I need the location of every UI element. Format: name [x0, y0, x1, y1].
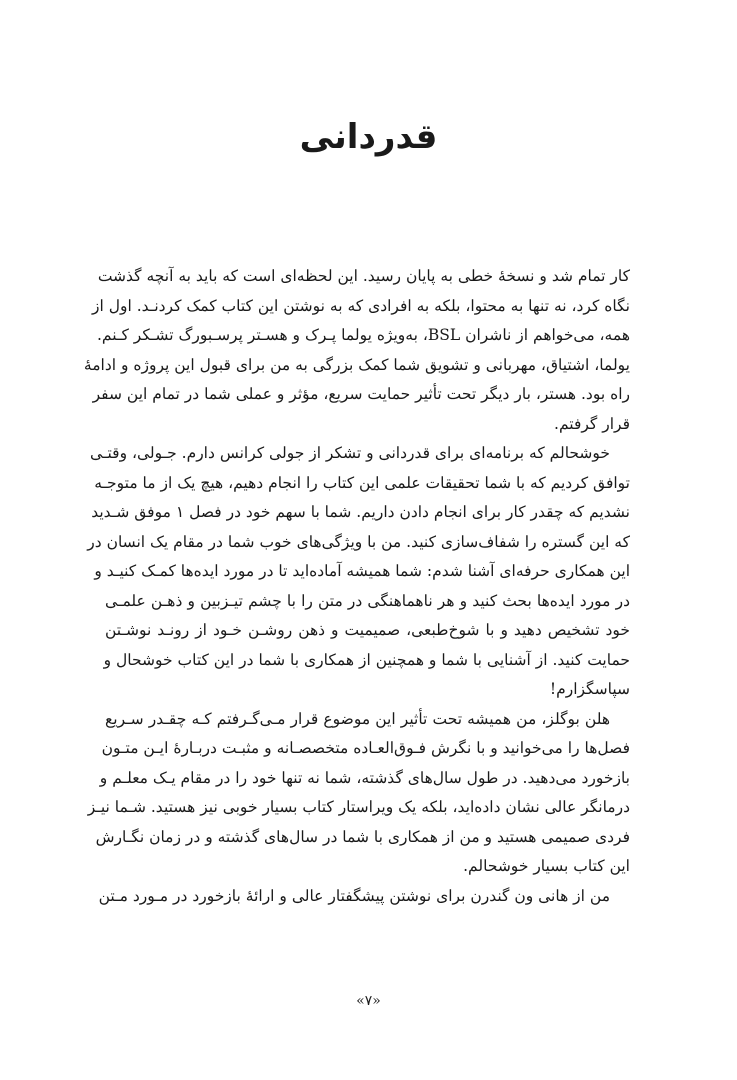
paragraph [87, 705, 630, 882]
text-line: این کتاب بسیار خوشحالم. [463, 857, 630, 875]
text-line: خود تشخیص دهید و با شوخ‌طبعی، صمیمیت و ذهن روشـن خـود از رونـد نوشـتن [105, 621, 630, 639]
text-line: فردی صمیمی هستید و من از همکاری با شما در سال‌های گذشته و در زمان نگـارش [95, 827, 630, 846]
text-line: نگاه کرد، نه تنها به محتوا، بلکه به افرادی که به نوشتن این کتاب کمک کردنـد. اول از [92, 296, 630, 315]
text-line: راه بود. هستر، بار دیگر تحت تأثیر حمایت سریع، مؤثر و عملی شما در تمام این سفر [92, 385, 630, 403]
text-line: حمایت کنید. از آشنایی با شما و همچنین از همکاری با شما در این کتاب خوشحال و [103, 650, 630, 669]
text-line: کار تمام شد و نسخهٔ خطی به پایان رسید. این لحظه‌ای است که باید به آنچه گذشت [97, 267, 630, 285]
text-line: هلن بوگلز، من همیشه تحت تأثیر این موضوع قرار مـی‌گـرفتم کـه چقـدر سـریع [105, 709, 610, 728]
text-line: در مورد ایده‌ها بحث کنید و هر ناهماهنگی در متن را با چشم تیـزبین و ذهـن علمـی [105, 591, 630, 610]
text-line: یولما، اشتیاق، مهربانی و تشویق شما کمک بزرگی به من برای قبول این پروژه و ادامهٔ [83, 355, 630, 374]
page-title: قدردانی [299, 117, 438, 157]
text-line: بازخورد می‌دهید. در طول سال‌های گذشته، شما نه تنها خود را در مقام یـک معلـم و [99, 768, 630, 787]
paragraph [83, 262, 630, 439]
text-line: من از هانی ون گندرن برای نوشتن پیشگفتار عالی و ارائهٔ بازخورد در مـورد مـتن [98, 886, 610, 905]
paragraph [98, 882, 630, 912]
text-line: که این گستره را شفاف‌سازی کنید. من با ویژگی‌های خوب شما در مقام یک انسان در [87, 532, 630, 551]
text-line: خوشحالم که برنامه‌ای برای قدردانی و تشکر از جولی کرانس دارم. جـولی، وقتـی [90, 444, 610, 462]
text-line: توافق کردیم که با شما تحقیقات علمی این کتاب را انجام دهیم، هیچ یک از ما متوجـه [94, 473, 630, 492]
page-number: «۷» [356, 993, 381, 1009]
text-line: این همکاری حرفه‌ای آشنا شدم: شما همیشه آماده‌اید تا در مورد ایده‌ها کمـک کنیـد و [94, 562, 630, 580]
text-line: درمانگر عالی نشان داده‌اید، بلکه یک ویراستار کتاب بسیار خوبی نیز هستید. شـما نیـز [87, 798, 630, 816]
paragraph [87, 439, 630, 705]
text-line: همه، می‌خواهم از ناشران BSL، به‌ویژه یولما پـرک و هسـتر پرسـبورگ تشـکر کـنم. [97, 326, 630, 344]
text-line: قرار گرفتم. [554, 414, 630, 433]
text-line: فصل‌ها را می‌خوانید و با نگرش فـوق‌العـاده متخصصـانه و مثبـت دربـارهٔ ایـن متـون [101, 739, 630, 757]
body-text [83, 262, 630, 911]
text-line: نشدیم که چقدر کار برای انجام دادن داریم. شما با سهم خود در فصل ۱ موفق شـدید [91, 503, 630, 521]
text-line: سپاسگزارم! [549, 680, 630, 698]
